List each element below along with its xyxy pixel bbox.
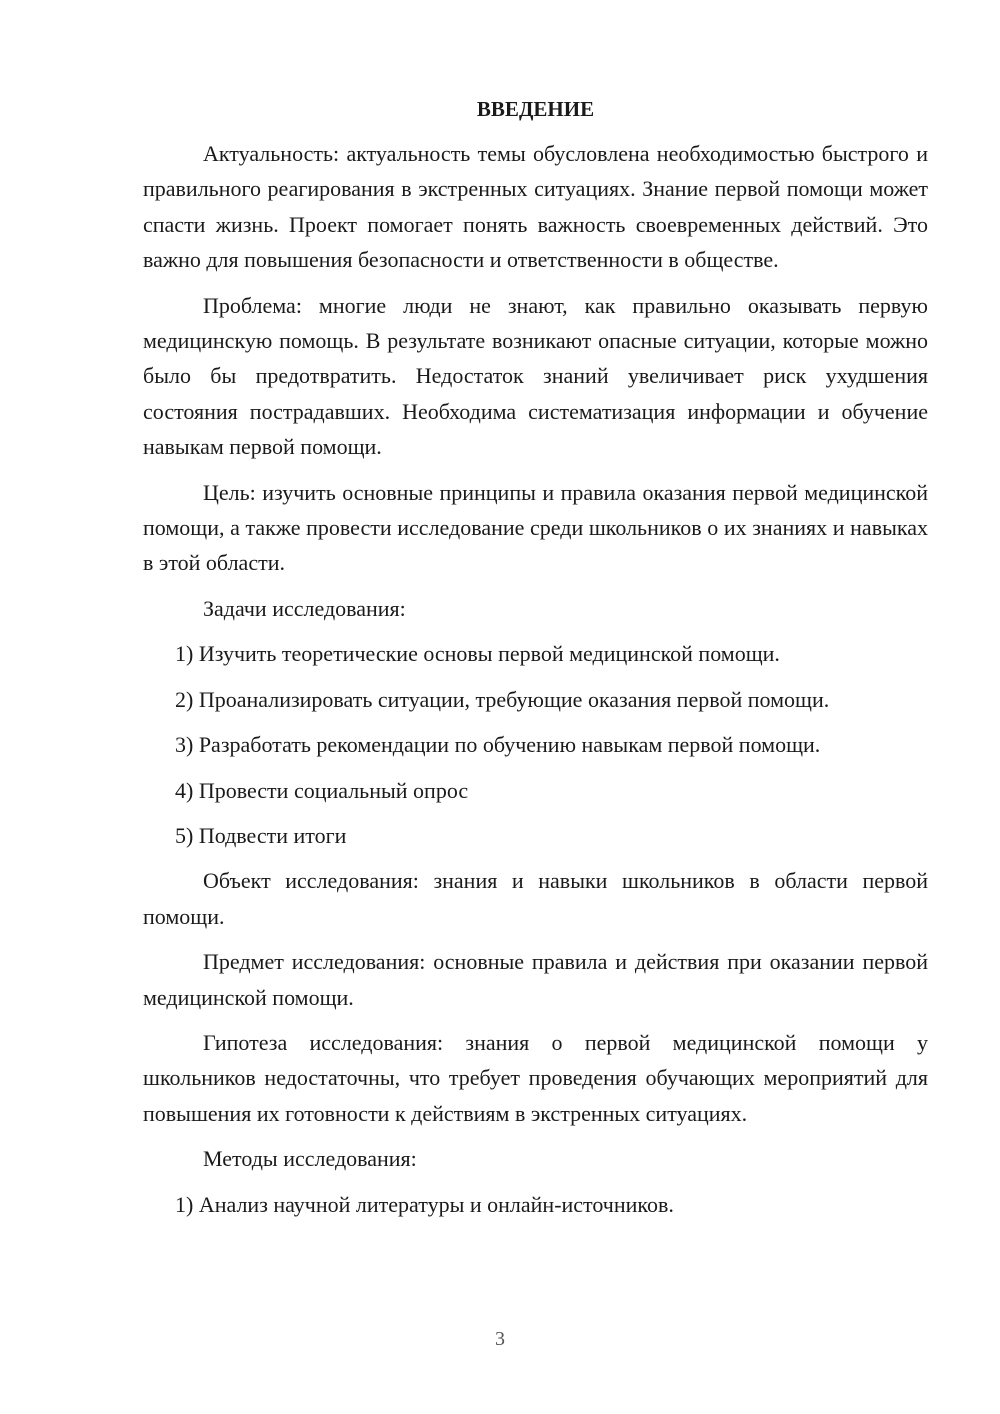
- methods-list: [143, 1187, 928, 1222]
- hypothesis-paragraph: Гипотеза исследования: знания о первой медицинской помощи у школьников недостаточны, что требует проведения обучающих мероприятий для повышения их готовности к действиям в экстренных ситуациях.: [143, 1029, 928, 1126]
- document-page: [143, 92, 928, 1232]
- task-item: 3) Разработать рекомендации по обучению навыкам первой помощи.: [175, 732, 821, 758]
- goal-paragraph: Цель: изучить основные принципы и правила оказания первой медицинской помощи, а также провести исследование среди школьников о их знаниях и навыках в этой области.: [143, 479, 928, 576]
- problem-paragraph: Проблема: многие люди не знают, как правильно оказывать первую медицинскую помощь. В результате возникают опасные ситуации, которые можно было бы предотвратить. Недостаток знаний увеличивает риск ухудшения состояния пострадавших. Необходима систематизация информации и обучение навыкам первой помощи.: [143, 292, 928, 460]
- tasks-heading: Задачи исследования:: [203, 595, 406, 621]
- subject-paragraph: Предмет исследования: основные правила и действия при оказании первой медицинской помощи.: [143, 949, 928, 1010]
- tasks-list: [143, 636, 928, 853]
- page-number: 3: [495, 1328, 505, 1350]
- section-title: ВВЕДЕНИЕ: [476, 97, 595, 121]
- relevance-paragraph: Актуальность: актуальность темы обусловлена необходимостью быстрого и правильного реагирования в экстренных ситуациях. Знание первой помощи может спасти жизнь. Проект помогает понять важность своевременных действий. Это важно для повышения безопасности и ответственности в обществе.: [143, 141, 928, 273]
- task-item: 4) Провести социальный опрос: [175, 777, 469, 803]
- method-item: 1) Анализ научной литературы и онлайн-источников.: [175, 1191, 674, 1217]
- task-item: 2) Проанализировать ситуации, требующие оказания первой помощи.: [175, 686, 830, 712]
- task-item: 5) Подвести итоги: [175, 822, 347, 848]
- object-paragraph: Объект исследования: знания и навыки школьников в области первой помощи.: [143, 868, 928, 929]
- task-item: 1) Изучить теоретические основы первой медицинской помощи.: [175, 641, 780, 667]
- methods-heading: Методы исследования:: [203, 1146, 417, 1172]
